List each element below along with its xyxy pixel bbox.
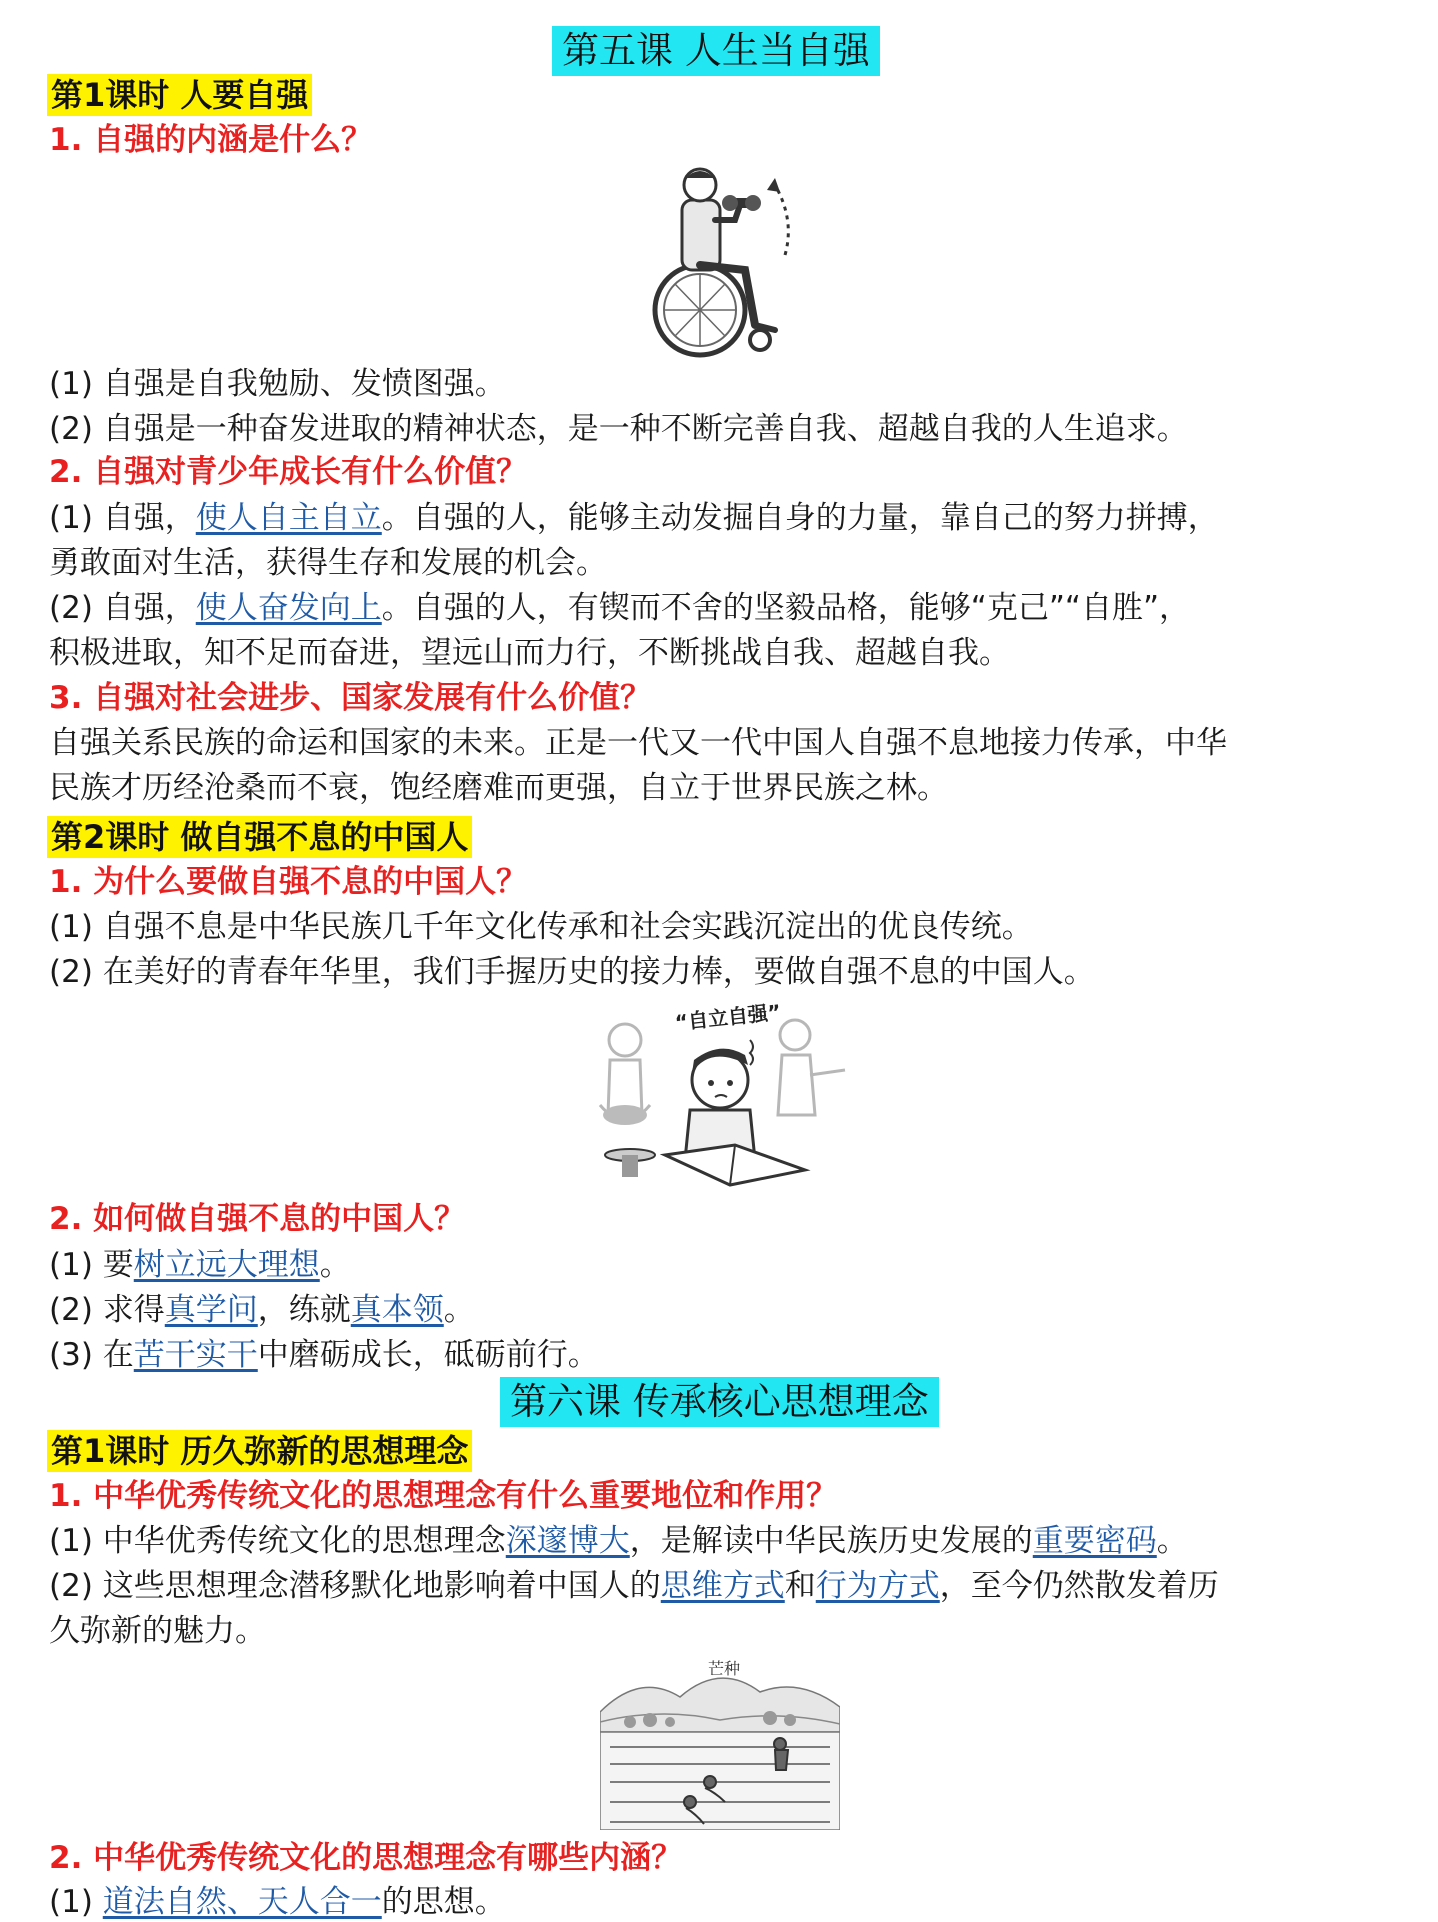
text: (1) 要 xyxy=(49,1247,134,1283)
question-title: 2. 如何做自强不息的中国人？ xyxy=(49,1201,466,1237)
paragraph: (2) 在美好的青春年华里，我们手握历史的接力棒，要做自强不息的中国人。 xyxy=(49,954,1095,990)
paragraph xyxy=(49,1521,1188,1561)
keyword: 苦干实干 xyxy=(133,1337,258,1373)
lesson5-session1-title: 第1课时 人要自强 xyxy=(47,74,312,116)
text: 。自强的人，有锲而不舍的坚毅品格，能够“克己”“自胜”， xyxy=(381,590,1191,626)
question-title: 3. 自强对社会进步、国家发展有什么价值？ xyxy=(49,680,652,716)
lesson5-title: 第五课 人生当自强 xyxy=(552,26,880,76)
keyword: 深邃博大 xyxy=(505,1523,630,1559)
text: (1) xyxy=(49,1884,103,1920)
text: (2) 这些思想理念潜移默化地影响着中国人的 xyxy=(49,1568,661,1604)
lesson6-session1-title: 第1课时 历久弥新的思想理念 xyxy=(47,1430,472,1472)
text: (2) 自强， xyxy=(49,590,196,626)
paragraph xyxy=(49,1290,475,1330)
text: (3) 在 xyxy=(49,1337,134,1373)
rice-planting-illustration xyxy=(600,1652,840,1830)
illustration-caption: 芒种 xyxy=(708,1659,741,1678)
text: 。 xyxy=(319,1247,351,1283)
text: 。 xyxy=(443,1292,475,1328)
text: ，是解读中华民族历史发展的 xyxy=(629,1523,1033,1559)
question-title: 1. 为什么要做自强不息的中国人？ xyxy=(49,864,528,900)
text: 中磨砺成长，砥砺前行。 xyxy=(257,1337,599,1373)
text: 和 xyxy=(784,1568,816,1604)
keyword: 使人自主自立 xyxy=(195,500,382,536)
paragraph xyxy=(49,1882,506,1922)
paragraph xyxy=(49,498,1219,538)
keyword: 道法自然、天人合一 xyxy=(102,1884,382,1920)
illustration-caption: “自立自强” xyxy=(673,999,783,1035)
keyword: 树立远大理想 xyxy=(133,1247,320,1283)
paragraph: (2) 自强是一种奋发进取的精神状态，是一种不断完善自我、超越自我的人生追求。 xyxy=(49,411,1188,447)
paragraph: 民族才历经沧桑而不衰，饱经磨难而更强，自立于世界民族之林。 xyxy=(49,770,948,806)
keyword: 真学问 xyxy=(164,1292,258,1328)
text: ，至今仍然散发着历 xyxy=(939,1568,1219,1604)
paragraph: (1) 自强不息是中华民族几千年文化传承和社会实践沉淀出的优良传统。 xyxy=(49,909,1033,945)
paragraph: 自强关系民族的命运和国家的未来。正是一代又一代中国人自强不息地接力传承，中华 xyxy=(49,725,1227,761)
paragraph xyxy=(49,1245,351,1285)
paragraph xyxy=(49,588,1190,628)
paragraph: 积极进取，知不足而奋进，望远山而力行，不断挑战自我、超越自我。 xyxy=(49,635,1010,671)
keyword: 思维方式 xyxy=(660,1568,785,1604)
keyword: 行为方式 xyxy=(815,1568,940,1604)
lesson5-session2-title: 第2课时 做自强不息的中国人 xyxy=(47,816,472,858)
paragraph: 勇敢面对生活，获得生存和发展的机会。 xyxy=(49,545,607,581)
question-title: 2. 自强对青少年成长有什么价值？ xyxy=(49,454,528,490)
text: 。自强的人，能够主动发掘自身的力量，靠自己的努力拼搏， xyxy=(381,500,1219,536)
lesson6-title: 第六课 传承核心思想理念 xyxy=(500,1377,939,1427)
keyword: 重要密码 xyxy=(1032,1523,1157,1559)
paragraph xyxy=(49,1335,599,1375)
text: ，练就 xyxy=(257,1292,351,1328)
question-title: 2. 中华优秀传统文化的思想理念有哪些内涵？ xyxy=(49,1840,683,1876)
keyword: 真本领 xyxy=(350,1292,444,1328)
paragraph: 久弥新的魅力。 xyxy=(49,1613,266,1649)
keyword: 使人奋发向上 xyxy=(195,590,382,626)
paragraph: (1) 自强是自我勉励、发愤图强。 xyxy=(49,366,506,402)
text: (2) 求得 xyxy=(49,1292,165,1328)
text: (1) 中华优秀传统文化的思想理念 xyxy=(49,1523,506,1559)
paragraph xyxy=(49,1566,1219,1606)
wheelchair-dumbbell-illustration xyxy=(630,160,810,360)
text: (1) 自强， xyxy=(49,500,196,536)
text: 。 xyxy=(1156,1523,1188,1559)
question-title: 1. 中华优秀传统文化的思想理念有什么重要地位和作用？ xyxy=(49,1478,838,1514)
studying-boy-illustration xyxy=(570,995,860,1190)
question-title: 1. 自强的内涵是什么？ xyxy=(49,122,373,158)
text: 的思想。 xyxy=(381,1884,506,1920)
